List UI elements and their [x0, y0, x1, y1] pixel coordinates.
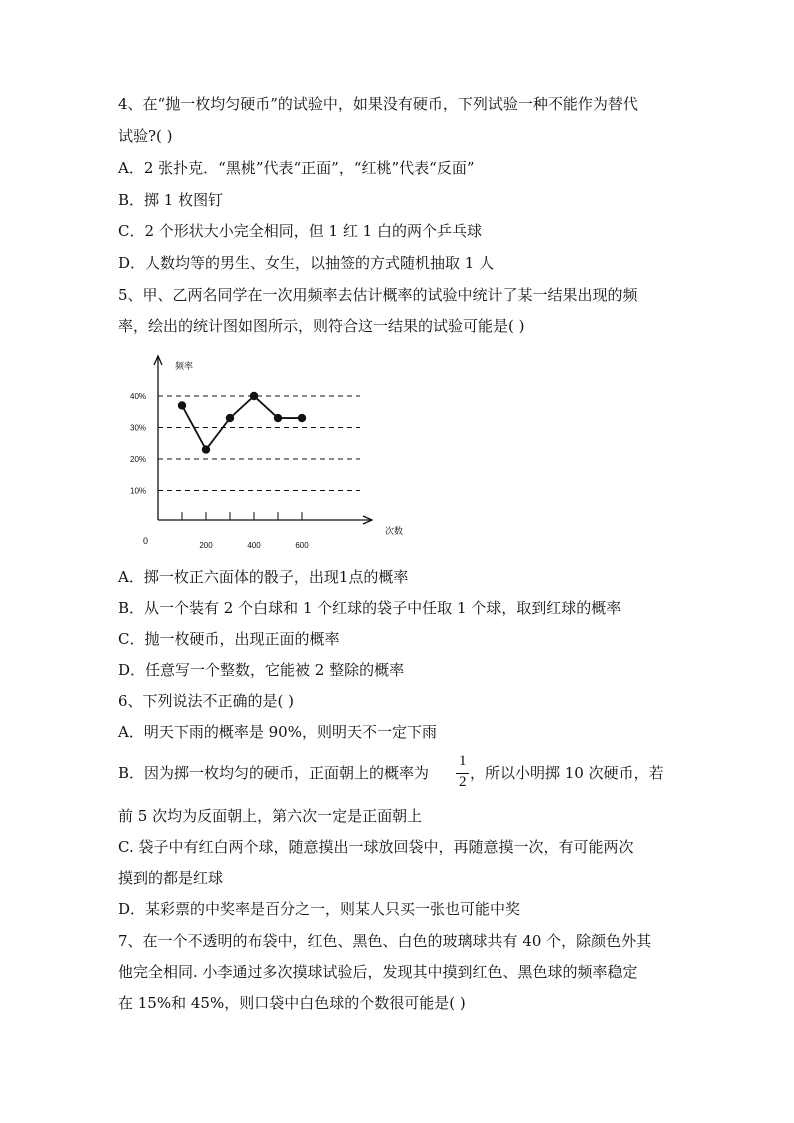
data-point [226, 414, 234, 422]
q5-option-d: D．任意写一个整数，它能被 2 整除的概率 [118, 661, 405, 679]
x-axis-arrow [363, 516, 372, 524]
q7-stem-line-3: 在 15%和 45%，则口袋中白色球的个数很可能是( ) [118, 994, 466, 1012]
q4-option-a: A．2 张扑克．“黑桃”代表“正面”，“红桃”代表“反面” [118, 159, 475, 177]
y-axis-label: 频率 [175, 361, 194, 371]
data-point [178, 401, 186, 409]
q6-option-a: A．明天下雨的概率是 90%，则明天不一定下雨 [118, 723, 437, 741]
y-tick-label: 20% [130, 455, 147, 464]
q5-stem-line-1: 5、甲、乙两名同学在一次用频率去估计概率的试验中统计了某一结果出现的频 [118, 286, 638, 304]
q6-option-c-line-1: C. 袋子中有红白两个球，随意摸出一球放回袋中，再随意摸一次，有可能两次 [118, 838, 634, 856]
q7-stem-line-1: 7、在一个不透明的布袋中，红色、黑色、白色的玻璃球共有 40 个，除颜色外其 [118, 932, 652, 950]
q6-option-d: D．某彩票的中奖率是百分之一，则某人只买一张也可能中奖 [118, 900, 521, 918]
q6-option-b-part-3: 前 5 次均为反面朝上，第六次一定是正面朝上 [118, 807, 423, 825]
data-point [298, 414, 306, 422]
data-point [202, 445, 210, 453]
q5-option-c: C．抛一枚硬币，出现正面的概率 [118, 630, 340, 648]
q4-option-c: C．2 个形状大小完全相同，但 1 红 1 白的两个乒乓球 [118, 222, 482, 240]
q4-option-b: B．掷 1 枚图钉 [118, 191, 224, 209]
q6-option-b-part-1: B．因为掷一枚均匀的硬币，正面朝上的概率为 [118, 764, 430, 782]
y-tick-label: 30% [130, 423, 147, 433]
y-tick-label: 40% [130, 392, 147, 401]
fraction-numerator: 1 [459, 753, 467, 769]
q6-option-b-part-2: ，所以小明掷 10 次硬币，若 [470, 764, 664, 782]
q7-stem-line-2: 他完全相同. 小李通过多次摸球试验后，发现其中摸到红色、黑色球的频率稳定 [118, 963, 638, 981]
q5-option-a: A．掷一枚正六面体的骰子，出现1点的概率 [118, 568, 409, 586]
origin-label: 0 [143, 536, 149, 546]
x-axis-label: 次数 [385, 526, 404, 536]
y-tick-label: 10% [130, 486, 147, 496]
data-point [274, 414, 282, 422]
series-line [182, 396, 302, 450]
q4-option-d: D．人数均等的男生、女生，以抽签的方式随机抽取 1 人 [118, 254, 495, 272]
q5-stem-line-2: 率，绘出的统计图如图所示，则符合这一结果的试验可能是( ) [118, 317, 525, 335]
fraction-denominator: 2 [459, 774, 467, 790]
data-point [250, 392, 258, 400]
x-tick-label: 200 [199, 541, 213, 550]
q5-option-b: B．从一个装有 2 个白球和 1 个红球的袋子中任取 1 个球，取到红球的概率 [118, 599, 622, 617]
x-tick-label: 600 [295, 541, 309, 550]
q4-stem-line-1: 4、在“抛一枚均匀硬币”的试验中，如果没有硬币，下列试验一种不能作为替代 [118, 95, 638, 113]
y-axis-arrow [154, 356, 162, 365]
q6-option-c-line-2: 摸到的都是红球 [118, 869, 224, 887]
q4-stem-line-2: 试验?( ) [118, 127, 173, 145]
x-tick-label: 400 [247, 541, 261, 550]
q6-stem: 6、下列说法不正确的是( ) [118, 692, 295, 710]
